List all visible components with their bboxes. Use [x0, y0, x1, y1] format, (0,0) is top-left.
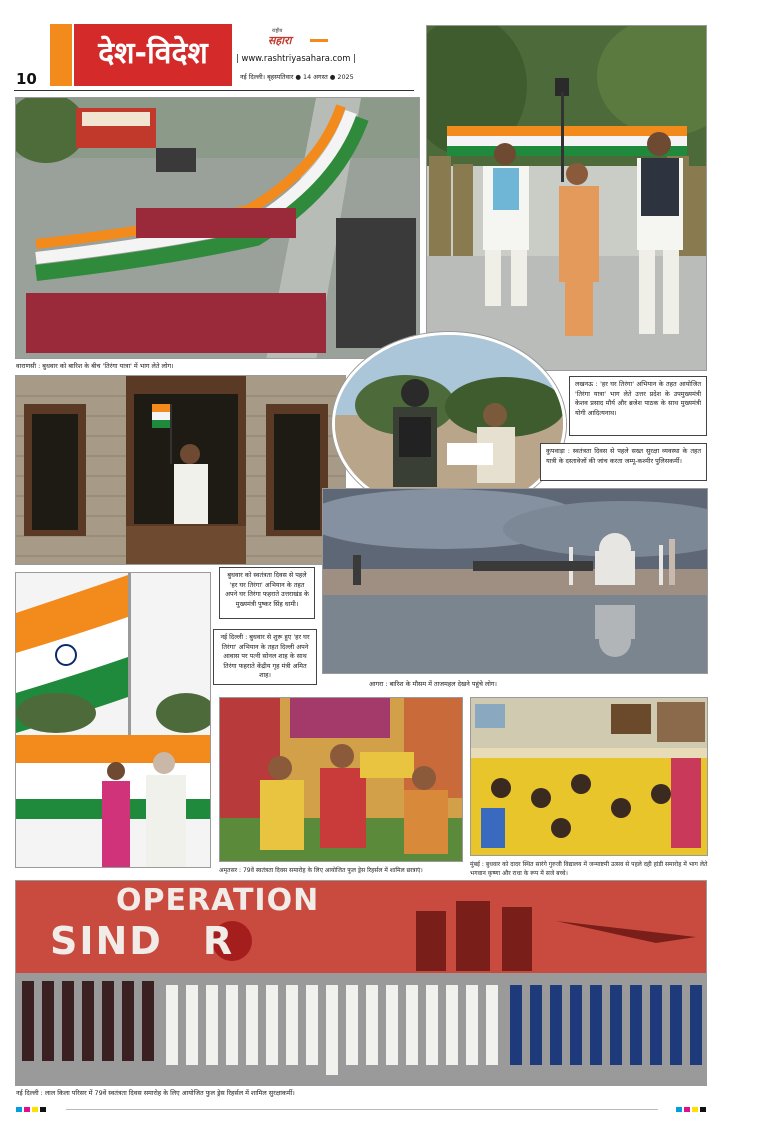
section-title: देश-विदेश — [98, 36, 208, 71]
caption-dhami: बुधवार को स्वतंत्रता दिवस से पहले 'हर घर तिरंगा' अभियान के तहत अपने घर तिरंगा फहराते उत्तराखंड के मुख्यमंत्री पुष्कर सिंह धामी। — [219, 567, 315, 619]
photo-varanasi — [15, 97, 420, 359]
photo-taj — [322, 488, 708, 674]
photo-shah — [15, 572, 211, 868]
banner-operation: OPERATION — [116, 883, 320, 918]
banner-sindoor-b: R — [202, 919, 235, 963]
photo-lucknow — [426, 25, 707, 371]
page-number: 10 — [16, 70, 37, 88]
caption-agra: आगरा : बारिश के मौसम में ताजमहल देखने पहुंचे लोग। — [369, 680, 497, 688]
children-group — [471, 758, 708, 856]
caption-delhi: नई दिल्ली : लाल किला परिसर में 79वें स्वतंत्रता दिवस समारोह के लिए आयोजित फुल ड्रेस रिहर्सल में शामिल सुरक्षाकर्मी। — [16, 1089, 295, 1097]
guard-soldiers-white — [166, 985, 498, 1075]
header-rule — [14, 90, 414, 91]
caption-lucknow: लखनऊ : 'हर घर तिरंगा' अभियान के तहत आयोजित 'तिरंगा यात्रा' भाग लेते उत्तर प्रदेश के उपमुख्यमंत्री केशव प्रसाद मौर्य और ब्रजेश पाठक के साथ मुख्यमंत्री योगी आदित्यनाथ। — [569, 376, 707, 436]
brand-block — [258, 28, 358, 48]
banner-sindoor-a: SIND — [50, 919, 163, 963]
brand-logo: सहारा — [268, 34, 292, 47]
caption-varanasi: वाराणसी : बुधवार को बारिश के बीच 'तिरंगा यात्रा' में भाग लेते लोग। — [16, 362, 174, 370]
photo-dhami — [15, 375, 346, 565]
photo-mumbai — [470, 697, 708, 856]
section-banner — [74, 24, 232, 86]
brand-stripe — [310, 39, 328, 42]
photo-parade — [15, 880, 707, 1086]
website-link[interactable]: | www.rashtriyasahara.com | — [236, 53, 356, 63]
saffron-strip — [50, 24, 72, 86]
caption-amritsar: अमृतसर : 79वें स्वतंत्रता दिवस समारोह के लिए आयोजित फुल ड्रेस रिहर्सल में शामिल छात्राएं। — [219, 867, 423, 874]
brand-top: राष्ट्रीय — [272, 28, 283, 34]
dateline: नई दिल्ली। बृहस्पतिवार ● 14 अगस्त ● 2025 — [240, 73, 354, 81]
footer-marks — [16, 1107, 708, 1113]
caption-kupwara: कुपवाड़ा : स्वतंत्रता दिवस से पहले सख्त सुरक्षा व्यवस्था के तहत यात्री के दस्तावेजों की जांच करता जम्मू-कश्मीर पुलिसकर्मी। — [540, 443, 707, 481]
caption-mumbai: मुंबई : बुधवार को दादर स्थित सारंगे गुरुजी विद्यालय में जन्माष्टमी उत्सव से पहले दही हांडी समारोह में भाग लेते भगवान कृष्णा और राधा के रूप में सजे बच्चे। — [470, 861, 708, 877]
photo-amritsar — [219, 697, 463, 862]
caption-shah: नई दिल्ली : बुधवार से शुरू हुए 'हर घर तिरंगा' अभियान के तहत दिल्ली अपने आवास पर पत्नी सोनल शाह के साथ तिरंगा फहराते केंद्रीय गृह मंत्री अमित शाह। — [213, 629, 317, 685]
banner-sindoor — [50, 919, 234, 963]
